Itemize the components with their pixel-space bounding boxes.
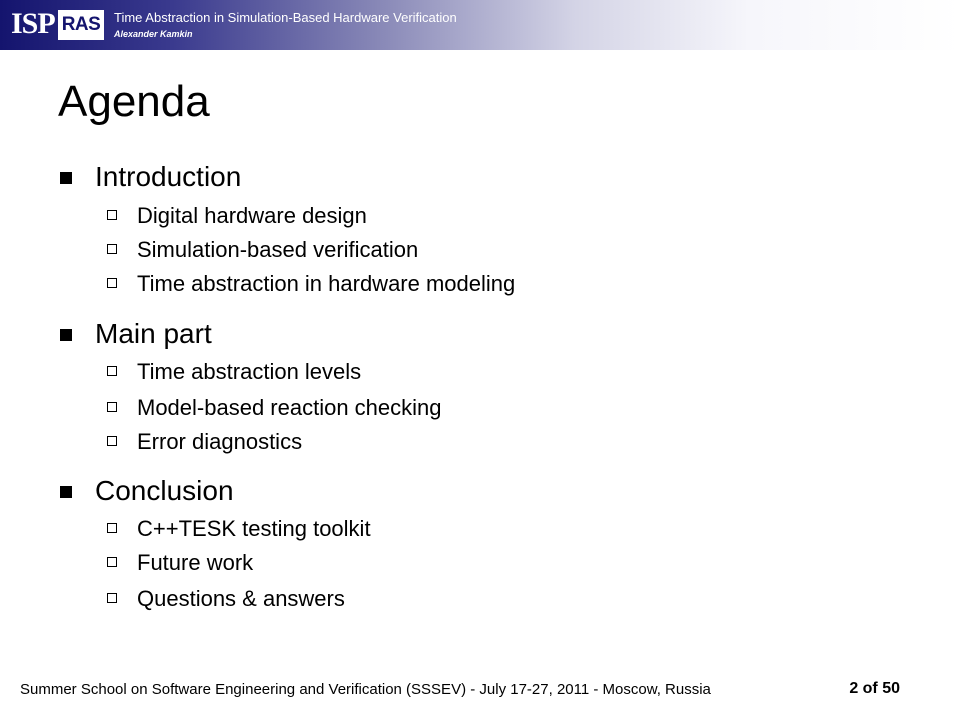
agenda-item-label: Questions & answers bbox=[137, 586, 345, 611]
hollow-square-bullet-icon bbox=[107, 593, 117, 603]
agenda-item-label: Model-based reaction checking bbox=[137, 395, 442, 420]
hollow-square-bullet-icon bbox=[107, 366, 117, 376]
agenda-item bbox=[0, 270, 960, 298]
agenda-item-label: Digital hardware design bbox=[137, 203, 367, 228]
agenda-heading bbox=[0, 160, 960, 194]
slide-title: Agenda bbox=[58, 77, 210, 126]
hollow-square-bullet-icon bbox=[107, 402, 117, 412]
square-bullet-icon bbox=[60, 329, 72, 341]
hollow-square-bullet-icon bbox=[107, 278, 117, 288]
agenda-item bbox=[0, 202, 960, 230]
hollow-square-bullet-icon bbox=[107, 244, 117, 254]
presentation-title: Time Abstraction in Simulation-Based Hardware Verification bbox=[114, 10, 457, 25]
agenda-heading-label: Main part bbox=[95, 318, 212, 349]
agenda-item bbox=[0, 358, 960, 386]
hollow-square-bullet-icon bbox=[107, 557, 117, 567]
agenda-item-label: Simulation-based verification bbox=[137, 237, 419, 262]
agenda-heading-label: Conclusion bbox=[95, 475, 234, 506]
agenda-item bbox=[0, 549, 960, 577]
logo-isp-text: ISP bbox=[11, 7, 55, 40]
agenda-item bbox=[0, 428, 960, 456]
square-bullet-icon bbox=[60, 172, 72, 184]
agenda-item-label: Time abstraction levels bbox=[137, 359, 362, 384]
hollow-square-bullet-icon bbox=[107, 523, 117, 533]
presentation-author: Alexander Kamkin bbox=[114, 29, 193, 39]
agenda-item bbox=[0, 585, 960, 613]
footer-event-info: Summer School on Software Engineering and Verification (SSSEV) - July 17-27, 2011 - Moscow, Russia bbox=[20, 681, 711, 698]
agenda-heading-label: Introduction bbox=[95, 161, 242, 192]
agenda-item-label: Error diagnostics bbox=[137, 429, 303, 454]
logo-ras-text: RAS bbox=[58, 10, 105, 40]
page-number: 2 of 50 bbox=[849, 680, 900, 697]
agenda-item bbox=[0, 394, 960, 422]
agenda-heading bbox=[0, 474, 960, 508]
hollow-square-bullet-icon bbox=[107, 210, 117, 220]
agenda-item-label: Time abstraction in hardware modeling bbox=[137, 271, 516, 296]
agenda-item bbox=[0, 515, 960, 543]
square-bullet-icon bbox=[60, 486, 72, 498]
agenda-item-label: Future work bbox=[137, 550, 254, 575]
agenda-heading bbox=[0, 317, 960, 351]
agenda-item-label: C++TESK testing toolkit bbox=[137, 516, 371, 541]
hollow-square-bullet-icon bbox=[107, 436, 117, 446]
agenda-item bbox=[0, 236, 960, 264]
